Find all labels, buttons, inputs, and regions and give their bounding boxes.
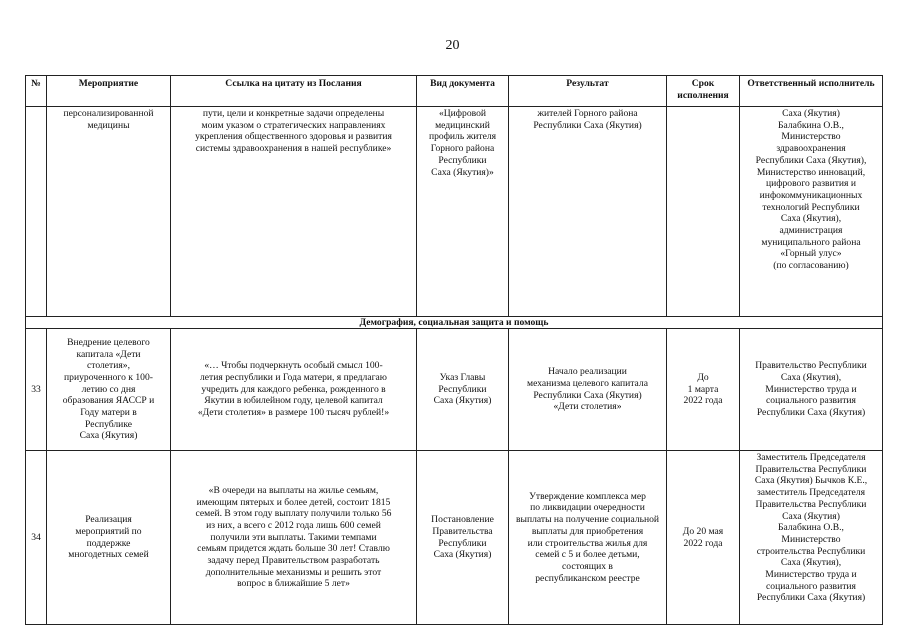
table-row-continuation [26, 107, 883, 317]
text-line: «… Чтобы подчеркнуть особый смысл 100- [204, 360, 383, 372]
text-line: Заместитель Председателя [756, 452, 866, 463]
text-line: Республики [438, 383, 487, 395]
text-line: многодетных семей [68, 549, 149, 561]
text-line: моим указом о стратегических направлениях [201, 119, 386, 131]
text-line: Якутии в юбилейном году, целевой капитал [204, 395, 383, 407]
text-line: Саха (Якутия) [79, 430, 138, 442]
text-line: Начало реализации [548, 366, 627, 378]
text-line: Саха (Якутия) [433, 549, 492, 561]
text-line: Республике [84, 418, 132, 430]
text-line: Республики Саха (Якутия) [533, 389, 642, 401]
text-line: семей с 5 и более детьми, [535, 549, 640, 561]
text-line: медицины [87, 119, 130, 131]
text-line: «В очереди на выплаты на жилье семьям, [208, 484, 379, 496]
measures-table [25, 75, 883, 625]
text-line: Саха (Якутия) [782, 108, 840, 119]
cell-num: 33 [26, 329, 47, 451]
text-line: персонализированной [63, 108, 154, 119]
cell-doc-type [417, 107, 509, 317]
text-line: дополнительные механизмы и решить этот [205, 566, 382, 578]
cell-event [47, 451, 171, 625]
text-line: приуроченного к 100- [64, 371, 153, 383]
text-line: здравоохранения [776, 143, 846, 155]
text-line: цифрового развития и [765, 178, 856, 190]
cell-deadline [667, 107, 740, 317]
cell-executor [740, 329, 883, 451]
text-line: капитала «Дети [76, 348, 141, 360]
text-line: по ликвидации очередности [530, 502, 645, 514]
cell-executor [740, 451, 883, 625]
text-line: «Цифровой [438, 108, 487, 119]
text-line: заместитель Председателя [757, 487, 865, 499]
text-line: 1 марта [687, 383, 719, 395]
cell-result [509, 107, 667, 317]
text-line: (по согласованию) [773, 260, 849, 272]
text-line: Саха (Якутия), [780, 371, 842, 383]
text-line: пути, цели и конкретные задачи определены [202, 108, 385, 119]
text-line: инфокоммуникационных [759, 189, 863, 201]
text-line: из них, а всего с 2012 года лишь 600 семей [206, 519, 381, 531]
text-line: Республики [438, 154, 487, 166]
text-line: 2022 года [683, 537, 723, 549]
text-line: До 20 мая [682, 525, 724, 537]
table-header-row [26, 76, 883, 107]
text-line: или строительства жилья для [527, 537, 648, 549]
cell-num: 34 [26, 451, 47, 625]
text-line: муниципального района [761, 236, 861, 248]
text-line: республиканском реестре [535, 572, 640, 584]
text-line: Году матери в [80, 407, 137, 419]
text-line: «Горный улус» [780, 248, 842, 260]
text-line: Саха (Якутия) Бычков К.Е., [754, 475, 868, 487]
text-line: Горного района [430, 143, 495, 155]
text-line: поддержке [86, 537, 131, 549]
page-number: 20 [445, 38, 460, 53]
text-line: социального развития [766, 580, 856, 592]
text-line: Внедрение целевого [67, 336, 150, 348]
table-row-33 [26, 329, 883, 451]
cell-result [509, 451, 667, 625]
text-line: строительства Республики [756, 545, 866, 557]
text-line: механизма целевого капитала [527, 377, 648, 389]
text-line: получили эти выплаты. Такими темпами [210, 531, 377, 543]
header-result: Результат [509, 76, 667, 107]
text-line: Министерство труда и [765, 383, 857, 395]
text-line: летию со дня [81, 383, 136, 395]
text-line: семей. В этом году выплату получили только 56 [195, 508, 392, 520]
header-executor: Ответственный исполнитель [740, 76, 883, 107]
text-line: Республики Саха (Якутия) [756, 407, 866, 419]
text-line: «Дети столетия» [553, 401, 622, 413]
text-line: Балабкина О.В., [778, 522, 844, 534]
text-line: выплаты для приобретения [531, 525, 644, 537]
text-line: Саха (Якутия), [780, 557, 842, 569]
text-line: состоящих в [562, 560, 613, 572]
text-line: семьям придется ждать больше 30 лет! Ставлю [197, 543, 390, 555]
text-line: «Дети столетия» в размере 100 тысяч рублей!» [197, 407, 390, 419]
cell-doc-type [417, 329, 509, 451]
header-event: Мероприятие [47, 76, 171, 107]
text-line: До [697, 371, 709, 383]
text-line: Утверждение комплекса мер [529, 490, 646, 502]
text-line: столетия», [87, 360, 130, 372]
text-line: Правительства [432, 525, 493, 537]
text-line: технологий Республики [762, 201, 860, 213]
header-quote: Ссылка на цитату из Послания [171, 76, 417, 107]
text-line: Правительство Республики [755, 360, 867, 372]
header-deadline: Срок исполнения [667, 76, 740, 107]
header-num: № [26, 76, 47, 107]
text-line: образования ЯАССР и [62, 395, 155, 407]
text-line: имеющим пятерых и более детей, состоит 1815 [196, 496, 391, 508]
cell-executor [740, 107, 883, 317]
text-line: Министерство труда и [765, 569, 857, 581]
text-line: укрепления общественного здоровья и развития [195, 131, 392, 143]
header-doc-type: Вид документа [417, 76, 509, 107]
cell-quote [171, 451, 417, 625]
text-line: Указ Главы [439, 371, 486, 383]
cell-deadline [667, 329, 740, 451]
cell-result [509, 329, 667, 451]
text-line: задачу перед Правительством разработать [207, 555, 380, 567]
cell-num [26, 107, 47, 317]
text-line: учредить для каждого ребенка, рожденного в [201, 383, 386, 395]
text-line: мероприятий по [75, 525, 142, 537]
cell-doc-type [417, 451, 509, 625]
text-line: системы здравоохранения в нашей республике» [195, 143, 392, 155]
text-line: 2022 года [683, 395, 723, 407]
text-line: вопрос в ближайшие 5 лет» [237, 578, 350, 590]
section-title: Демография, социальная защита и помощь [26, 317, 883, 329]
text-line: Саха (Якутия)» [431, 166, 494, 178]
text-line: профиль жителя [428, 131, 497, 143]
text-line: выплаты на получение социальной [515, 514, 660, 526]
text-line: администрация [779, 225, 843, 237]
text-line: жителей Горного района [537, 108, 638, 119]
cell-deadline [667, 451, 740, 625]
cell-event [47, 107, 171, 317]
text-line: Постановление [431, 514, 494, 526]
text-line: медицинский [435, 119, 490, 131]
text-line: Министерство [781, 533, 841, 545]
text-line: Правительства Республики [755, 463, 867, 475]
text-line: Саха (Якутия) [433, 395, 492, 407]
text-line: Республики [438, 537, 487, 549]
text-line: Правительства Республики [755, 498, 867, 510]
cell-quote [171, 107, 417, 317]
text-line: Республики Саха (Якутия) [533, 119, 642, 131]
cell-quote [171, 329, 417, 451]
text-line: Реализация [85, 514, 132, 526]
text-line: Министерство [781, 131, 841, 143]
text-line: Министерство инноваций, [756, 166, 866, 178]
text-line: Балабкина О.В., [778, 119, 844, 131]
text-line: Саха (Якутия), [780, 213, 842, 225]
text-line: Республики Саха (Якутия) [756, 592, 866, 604]
text-line: социального развития [766, 395, 856, 407]
section-row [26, 317, 883, 329]
text-line: летия республики и Года матери, я предлагаю [200, 371, 387, 383]
text-line: Саха (Якутия) [782, 510, 840, 522]
text-line: Республики Саха (Якутия), [755, 154, 867, 166]
table-row-34 [26, 451, 883, 625]
cell-event [47, 329, 171, 451]
